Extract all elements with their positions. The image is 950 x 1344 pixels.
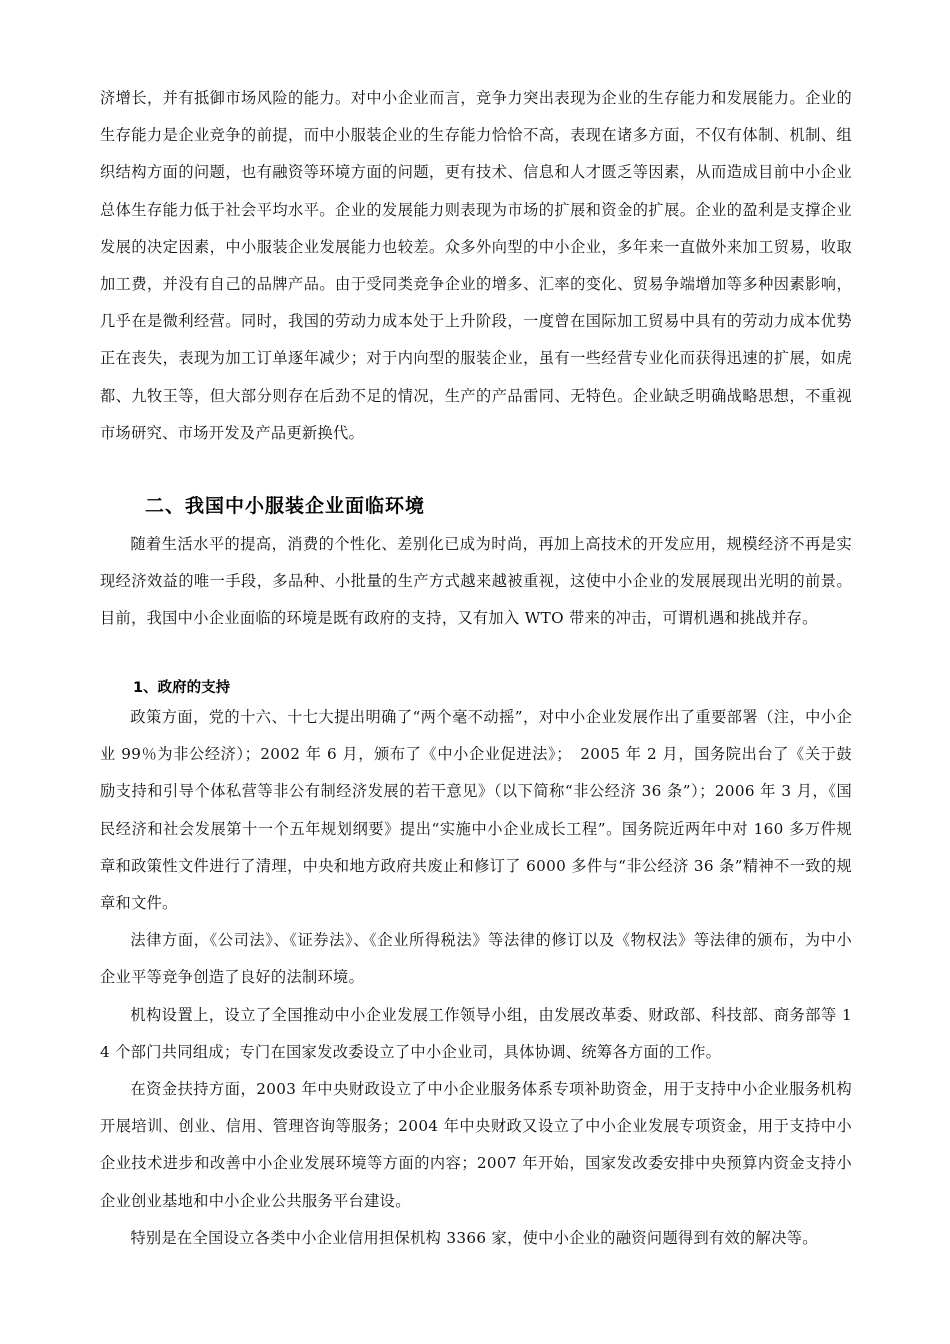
section-heading: 二、我国中小服装企业面临环境	[145, 495, 426, 517]
section-paragraph: 随着生活水平的提高，消费的个性化、差别化已成为时尚，再加上高技术的开发应用，规模经济不再是实现经济效益的唯一手段，多品种、小批量的生产方式越来越被重视，这使中小企业的发展展现出光明的前景。目前，我国中小企业面临的环境是既有政府的支持，又有加入 WTO 带来的冲击，可谓机遇和挑战并存。	[100, 535, 852, 628]
institution-paragraph: 机构设置上，设立了全国推动中小企业发展工作领导小组，由发展改革委、财政部、科技部、商务部等 14 个部门共同组成；专门在国家发改委设立了中小企业司，具体协调、统筹各方面的工作。	[100, 1005, 852, 1061]
guarantee-paragraph: 特别是在全国设立各类中小企业信用担保机构 3366 家，使中小企业的融资问题得到有效的解决等。	[130, 1228, 818, 1247]
intro-paragraph: 济增长，并有抵御市场风险的能力。对中小企业而言，竞争力突出表现为企业的生存能力和发展能力。企业的生存能力是企业竞争的前提，而中小服装企业的生存能力恰恰不高，表现在诸多方面，不仅有体制、机制、组织结构方面的问题，也有融资等环境方面的问题，更有技术、信息和人才匮乏等因素，从而造成目前中小企业总体生存能力低于社会平均水平。企业的发展能力则表现为市场的扩展和资金的扩展。企业的盈利是支撑企业发展的决定因素，中小服装企业发展能力也较差。众多外向型的中小企业，多年来一直做外来加工贸易，收取加工费，并没有自己的品牌产品。由于受同类竞争企业的增多、汇率的变化、贸易争端增加等多种因素影响，几乎在是微利经营。同时，我国的劳动力成本处于上升阶段，一度曾在国际加工贸易中具有的劳动力成本优势正在丧失，表现为加工订单逐年减少；对于内向型的服装企业，虽有一些经营专业化而获得迅速的扩展，如虎都、九牧王等，但大部分则存在后劲不足的情况，生产的产品雷同、无特色。企业缺乏明确战略思想，不重视市场研究、市场开发及产品更新换代。	[100, 89, 852, 442]
funding-paragraph: 在资金扶持方面，2003 年中央财政设立了中小企业服务体系专项补助资金，用于支持中小企业服务机构开展培训、创业、信用、管理咨询等服务；2004 年中央财政又设立了中小企业发展专项资金，用于支持中小企业技术进步和改善中小企业发展环境等方面的内容；2007 年开始，国家发改委安排中央预算内资金支持小企业创业基地和中小企业公共服务平台建设。	[100, 1080, 852, 1210]
law-paragraph: 法律方面，《公司法》、《证券法》、《企业所得税法》等法律的修订以及《物权法》等法律的颁布，为中小企业平等竞争创造了良好的法制环境。	[100, 931, 852, 987]
subsection-body	[100, 699, 852, 1257]
subsection-heading: 1、政府的支持	[133, 680, 231, 696]
intro-section	[100, 80, 852, 452]
policy-paragraph: 政策方面，党的十六、十七大提出明确了“两个毫不动摇”，对中小企业发展作出了重要部署（注，中小企业 99％为非公经济）；2002 年 6 月，颁布了《中小企业促进法》； 2005 年 2 月，国务院出台了《关于鼓励支持和引导个体私营等非公有制经济发展的若干意见》（以下简称“非公经济 36 条”）；2006 年 3 月，《国民经济和社会发展第十一个五年规划纲要》提出“实施中小企业成长工程”。国务院近两年中对 160 多万件规章和政策性文件进行了清理，中央和地方政府共废止和修订了 6000 多件与“非公经济 36 条”精神不一致的规章和文件。	[100, 708, 852, 913]
section-intro	[100, 526, 852, 638]
